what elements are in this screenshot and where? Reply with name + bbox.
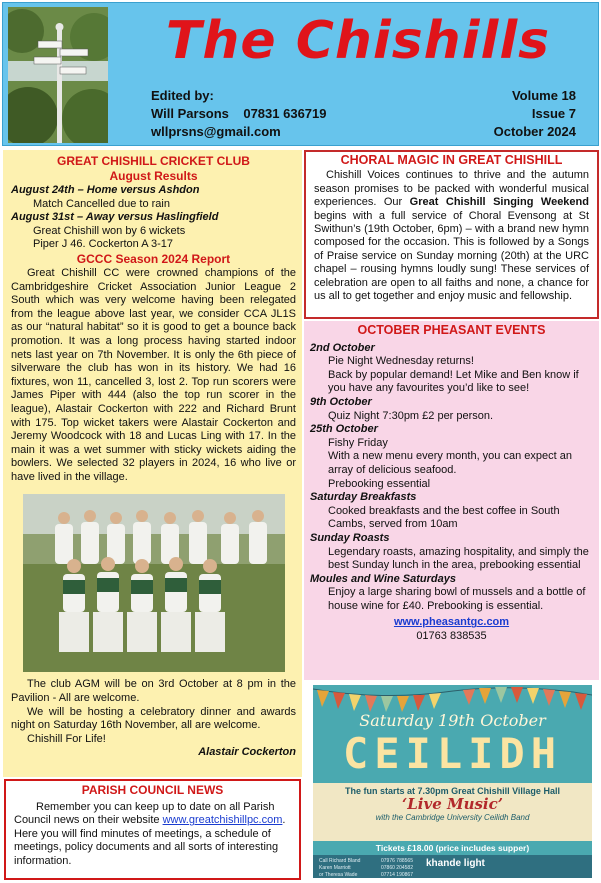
newsletter-header — [2, 2, 599, 146]
contact-phone: 07976 788565 — [381, 858, 413, 864]
signpost-photo — [8, 7, 108, 143]
article-author: Alastair Cockerton — [198, 746, 296, 759]
parish-text — [14, 801, 291, 869]
choral-text — [314, 169, 589, 303]
team-photo — [23, 494, 285, 672]
poster-live-music: ‘Live Music’ — [402, 795, 503, 813]
event-text: Pie Night Wednesday returns! — [328, 355, 474, 368]
parish-website-link[interactable]: www.greatchishillpc.com — [162, 814, 283, 827]
parish-text-after: . Here you will find minutes of meetings, a schedule of meetings, policy documents and all sorts of interesting information. — [14, 814, 286, 867]
contact-name: Karen Marriott — [319, 865, 351, 871]
ceilidh-poster — [313, 685, 592, 878]
season-report-heading: GCCC Season 2024 Report — [76, 251, 231, 266]
parish-text-before: Remember you can keep up to date on all Parish Council news on their website — [14, 800, 275, 827]
editor-email: wllprsns@gmail.com — [151, 124, 281, 139]
choral-text-before: Chishill Voices continues to thrive and the autumn season promises to be packed with wonderful musical experiences. Our — [314, 169, 589, 209]
choral-bold: Great Chishill Singing Weekend — [409, 196, 589, 209]
event-text: Fishy Friday — [328, 436, 388, 449]
event-heading: 25th October — [310, 423, 378, 436]
results-heading: August Results — [109, 169, 198, 183]
issue-number: Issue 7 — [531, 106, 576, 121]
poster-info-band — [313, 783, 592, 841]
event-heading: Moules and Wine Saturdays — [310, 572, 456, 585]
volume-number: Volume 18 — [511, 88, 576, 103]
parish-council-news — [4, 779, 301, 880]
pheasant-events — [304, 321, 599, 680]
issue-date: October 2024 — [493, 124, 576, 139]
dinner-notice: We will be hosting a celebratory dinner and awards night on Saturday 16th November, all are welcome. — [11, 705, 296, 732]
event-heading: 9th October — [310, 395, 372, 408]
match2-result: Great Chishill won by 6 wickets — [33, 224, 186, 237]
match1-heading: August 24th – Home versus Ashdon — [11, 184, 200, 196]
event-heading: 2nd October — [310, 341, 375, 354]
editor-info — [151, 87, 327, 141]
choral-text-after: begins with a full service of Choral Evensong at St Swithun’s (19th October, 6pm) – with a brand new hymn composed for the occasion. This is followed by a Songs of Praise service on Sunday morning (20th) at the URC chapel – rousing hymns loudly sung! These services of celebration are open to all faiths and none, a chance for us all to get together and enjoy music and fellowship. — [314, 209, 589, 303]
choral-title: CHORAL MAGIC IN GREAT CHISHILL — [340, 153, 563, 167]
event-text: With a new menu every month, you can expect an array of delicious seafood. — [328, 450, 572, 476]
match2-detail: Piper J 46. Cockerton A 3-17 — [33, 238, 174, 251]
event-heading: Sunday Roasts — [310, 531, 390, 544]
contact-phone: 07714 190867 — [381, 872, 413, 878]
cricket-title: GREAT CHISHILL CRICKET CLUB — [57, 154, 250, 168]
event-text: Legendary roasts, amazing hospitality, and simply the best Sunday lunch in the area, prebooking essential — [328, 545, 589, 572]
match2-heading: August 31st – Away versus Haslingfield — [11, 211, 219, 224]
event-text: Quiz Night 7:30pm £2 per person. — [328, 409, 494, 422]
cricket-club-article — [3, 150, 302, 777]
pheasant-title: OCTOBER PHEASANT EVENTS — [357, 323, 546, 337]
poster-band: with the Cambridge University Ceilidh Band — [375, 813, 530, 822]
sponsor-logo: khande light — [426, 858, 485, 869]
newsletter-title: The Chishills — [165, 11, 551, 71]
event-text: Enjoy a large sharing bowl of mussels and a bottle of house wine for £40. Prebooking is essential. — [328, 586, 586, 612]
event-text: Cooked breakfasts and the best coffee in South Cambs, served from 10am — [328, 504, 560, 531]
event-heading: Saturday Breakfasts — [310, 491, 417, 504]
signoff: Chishill For Life! — [27, 732, 106, 745]
editor-name-phone: Will Parsons 07831 636719 — [151, 106, 327, 121]
editor-label: Edited by: — [151, 88, 214, 103]
contact-phone: 07860 204582 — [381, 865, 413, 871]
event-text: Prebooking essential — [328, 477, 431, 490]
match1-result: Match Cancelled due to rain — [33, 197, 170, 210]
poster-tickets: Tickets £18.00 (price includes supper) — [375, 843, 530, 853]
contact-name: Call Richard Bland — [319, 858, 361, 864]
agm-notice: The club AGM will be on 3rd October at 8 pm in the Pavilion - All are welcome. — [11, 678, 296, 705]
poster-footer — [313, 855, 592, 878]
pheasant-phone: 01763 838535 — [416, 630, 487, 643]
poster-phones — [381, 858, 413, 878]
issue-info — [494, 87, 576, 141]
poster-title: CEILIDH — [342, 729, 562, 778]
season-report-text: Great Chishill CC were crowned champions of the Cambridgeshire Cricket Association Junior League 2 South which was very welcome having been relegated from the league above last year, we consider CCA JL1S as our “natural habitat” so it is good to get a bounce back promotion. It was a long process having started indoor nets last year on 7th November. It is only the 6th piece of silverware the club has won in its history. We had 16 fixtures, won 11, cancelled 3, lost 2. Top run scorers were James Piper with 444 (also the top run scorer in the league), Alastair Cockerton with 222 and Richard Brunt with 175. Top wicket takers were Alastair Cockerton and Jeremy Woodcock with 18 and Lucas Ling with 17. In the main it was a wet summer with sticky wickets aiding the bowlers. We selected 32 players in 2024, 16 who live or have lived in the village. — [11, 266, 296, 483]
event-text: Back by popular demand! Let Mike and Ben know if you have any favourites you’d like to see! — [328, 368, 579, 395]
poster-start-time: The fun starts at 7.30pm Great Chishill Village Hall — [345, 786, 560, 796]
poster-date: Saturday 19th October — [359, 711, 546, 730]
contact-name: or Theresa Wade — [319, 872, 358, 878]
parish-title: PARISH COUNCIL NEWS — [81, 783, 224, 797]
poster-contacts — [319, 858, 360, 878]
pheasant-website-link[interactable]: www.pheasantgc.com — [393, 616, 510, 629]
choral-magic-article — [304, 150, 599, 319]
